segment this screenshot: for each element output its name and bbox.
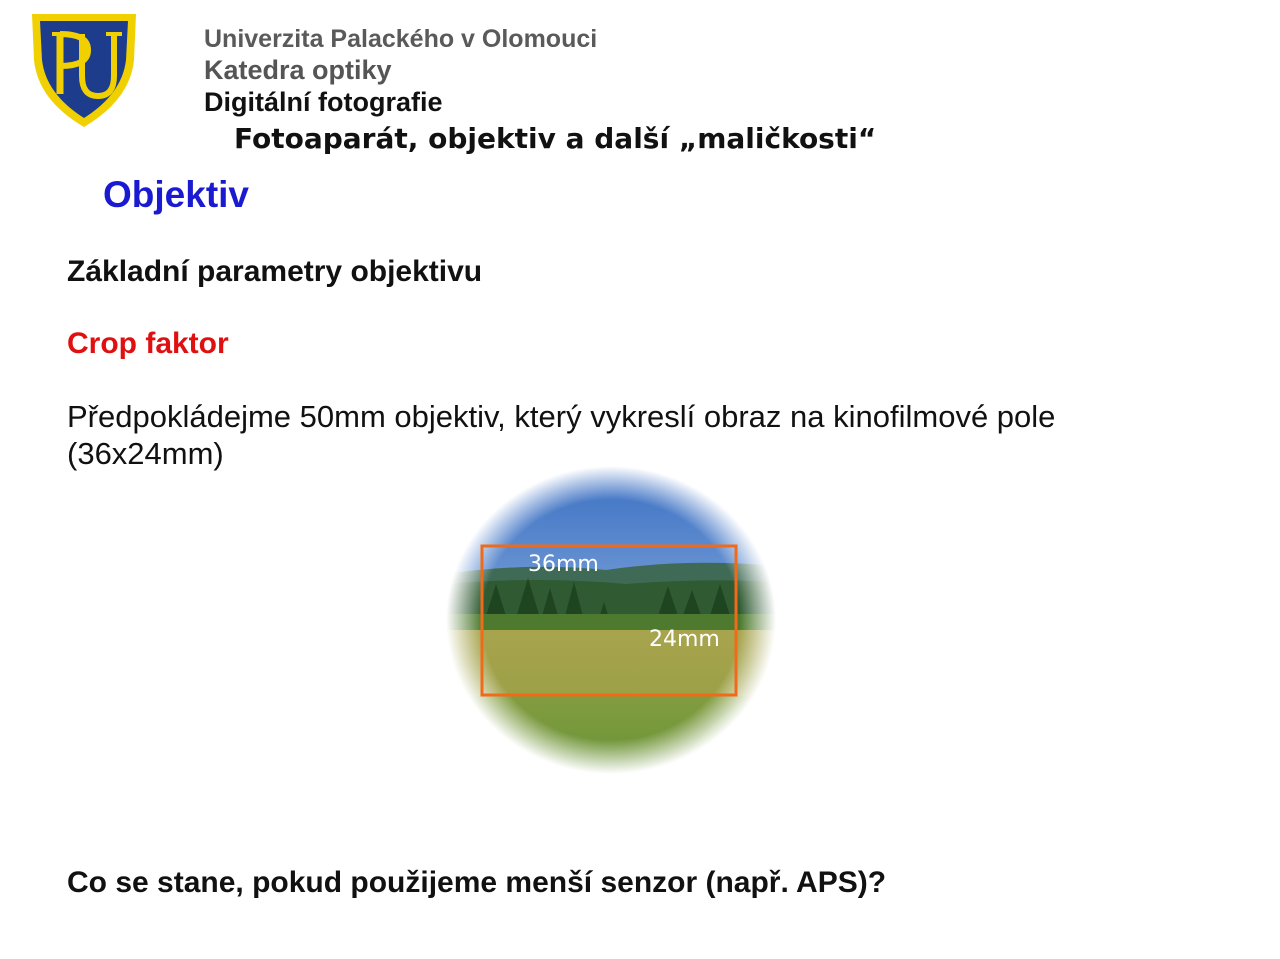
header-university: Univerzita Palackého v Olomouci bbox=[204, 25, 598, 53]
university-logo bbox=[26, 10, 142, 130]
landscape-photo-icon bbox=[446, 466, 776, 774]
header-department: Katedra optiky bbox=[204, 55, 392, 85]
topic-heading: Crop faktor bbox=[67, 327, 229, 360]
section-title: Objektiv bbox=[103, 174, 249, 215]
header-lecture-title: Fotoaparát, objektiv a další „maličkosti“ bbox=[234, 122, 877, 155]
frame-height-label: 24mm bbox=[649, 627, 720, 652]
university-shield-logo-icon bbox=[26, 10, 142, 130]
body-paragraph: Předpokládejme 50mm objektiv, který vykreslí obraz na kinofilmové pole (36x24mm) bbox=[67, 399, 1056, 471]
header-course: Digitální fotografie bbox=[204, 87, 443, 117]
landscape-photo-figure bbox=[446, 466, 776, 774]
frame-width-label: 36mm bbox=[528, 552, 599, 577]
subheading: Základní parametry objektivu bbox=[67, 255, 483, 288]
question-text: Co se stane, pokud použijeme menší senzor (např. APS)? bbox=[67, 866, 887, 899]
